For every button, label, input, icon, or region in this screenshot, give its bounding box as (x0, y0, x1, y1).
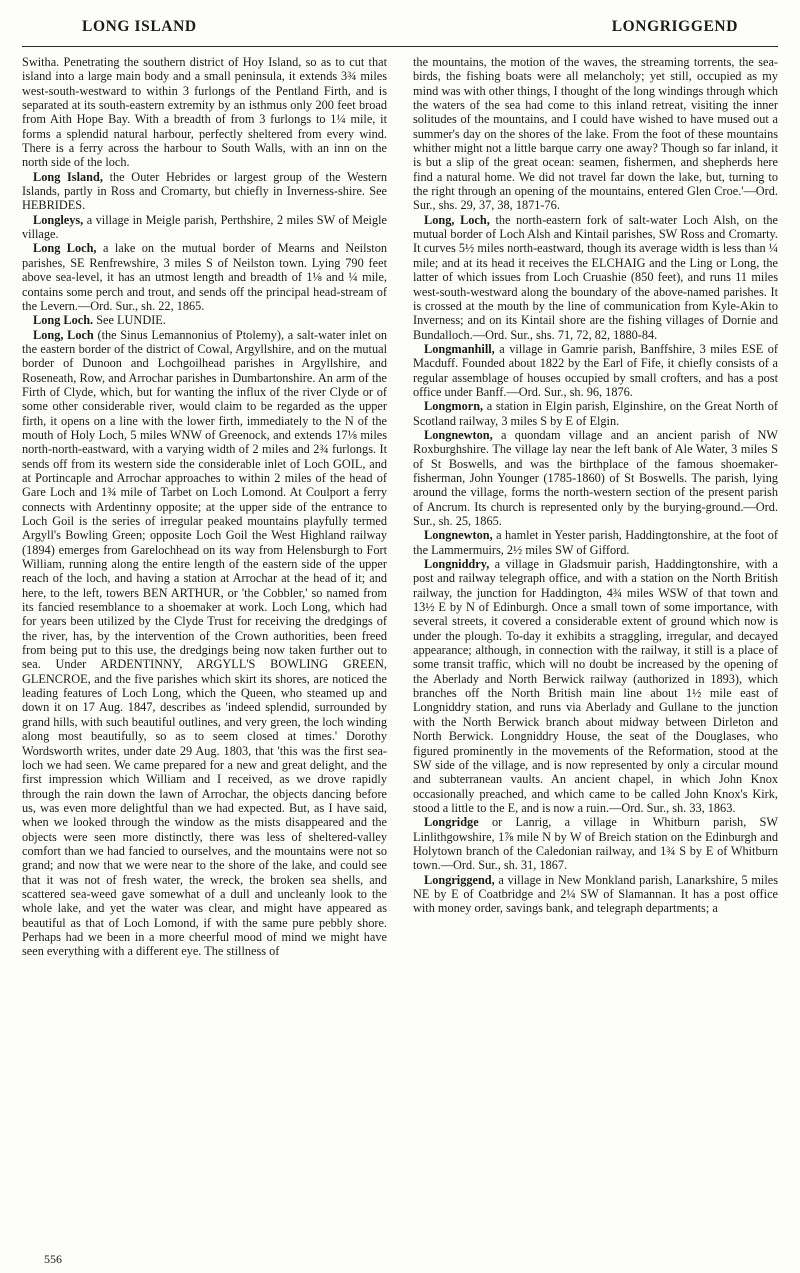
entry-paragraph (413, 557, 778, 815)
entry-headword: Longnewton, (424, 427, 493, 442)
entry-text: the north-eastern fork of salt-water Loch Alsh, on the mutual border of Loch Alsh and Kintail parishes, SW Ross and Cromarty. It curves 5½ miles north-eastward, though its average width is less than ¼ mile; and at its head it receives the ELCHAIG and the Ling or Long, the latter of which issues from Loch Cruashie (850 feet), and runs 11 miles west-south-westward along the boundary of the above-named parishes. It is crossed at the mouth by the line of communication from Kyle-Akin to Inverness; and on its Kintail shore are the fishing villages of Dornie and Bundalloch.—Ord. Sur., shs. 71, 72, 82, 1880-84. (413, 212, 778, 342)
entry-headword: Longmorn, (424, 399, 484, 414)
entry-headword: Longleys, (33, 212, 84, 227)
entry-headword: Long, Loch, (424, 212, 490, 227)
entry-text: (the Sinus Lemannonius of Ptolemy), a salt-water inlet on the eastern border of the district of Cowal, Argyllshire, and on the mutual border of Dunoon and Lochgoilhead parishes in Argyllshire, and Roseneath, Row, and Arrochar parishes in Dumbartonshire. An arm of the Firth of Clyde, which, but for wanting the influx of the river Clyde or of some other considerable river, would claim to be regarded as the upper firth, it opens on a line with the lower firth, immediately to the N of the mouth of Holy Loch, 5 miles WNW of Greenock, and extends 17⅛ miles north-north-eastward, with a varying width of 2 miles and 2¾ furlongs. It sends off from its western side the considerable inlet of Loch GOIL, and at Portincaple and Arrochar approaches to within 2 miles of the head of Gare Loch and 1¾ mile of Tarbet on Loch Lomond. At Coulport a ferry connects with Ardentinny opposite; at the upper side of the entrance to Loch Goil is the series of irregular peaked mountains playfully termed Argyll's Bowling Green; opposite Loch Goil the West Highland railway (1894) emerges from Garelochhead on its way from Helensburgh to Fort William, running along the entire length of the eastern side of the upper reach of the loch, and having a station at Arrochar at the head of it; and here, to the left, towers BEN ARTHUR, or 'the Cobbler,' so named from its fancied resemblance to a shoemaker at work. Loch Long, which had for years been utilized by the Clyde Trust for receiving the dredgings of the river, has, by the intervention of the Crown authorities, been freed from being put to this use, the dredgings being now taken further out to sea. Under ARDENTINNY, ARGYLL'S BOWLING GREEN, GLENCROE, and the five parishes which skirt its shores, are noticed the leading features of Loch Long, which the Queen, who steamed up and down it on 17 Aug. 1847, describes as 'indeed splendid, surrounded by grand hills, with such beautiful outlines, and very green, the loch winding along most beautifully, so as to seem closed at times.' Dorothy Wordsworth writes, under date 29 Aug. 1803, that 'this was the first sea-loch we had seen. We came prepared for a new and great delight, and the first impression which William and I received, as we drove rapidly through the rain down the lawn of Arrochar, the objects dancing before us, was even more delightful than we had expected. But, as I have said, when we looked through the window as the mists disappeared and the objects were seen more distinctly, there was less of sheltered-valley comfort than we had fancied to ourselves, and the mountains were not so grand; and now that we were near to the shore of the lake, and could see that it was not of fresh water, the wreck, the broken sea shells, and scattered sea-weed gave somewhat of a dull and uncleanly look to the whole lake, and yet the water was clear, and might have appeared as beautiful as that of Loch Lomond, if with the same pure pebbly shore. Perhaps had we been in a more cheerful mood of mind we might have seen everything with a different eye. The stillness of (22, 327, 387, 959)
entry-headword: Longmanhill, (424, 341, 495, 356)
entry-paragraph (413, 873, 778, 916)
entry-headword: Long Island, (33, 169, 103, 184)
page-folio: 556 (44, 1252, 62, 1266)
entry-headword: Longridge (424, 815, 479, 830)
entry-text: a village in New Monkland parish, Lanarkshire, 5 miles NE by E of Coatbridge and 2¼ SW of Slamannan. It has a post office with money order, savings bank, and telegraph departments; a (413, 872, 778, 916)
entry-headword: Longniddry, (424, 557, 490, 572)
running-head-left: LONG ISLAND (82, 18, 197, 35)
entry-text: the mountains, the motion of the waves, the streaming torrents, the sea-birds, the fishing boats were all melancholy; yet still, occupied as my mind was with other things, I thought of the long windings through which the waters of the sea had come to this inland retreat, visiting the inner solitudes of the mountains, and I could have wished to have mused out a summer's day on the shores of the lake. From the foot of these mountains whither might not a little barque carry one away? Though so far inland, it is but a slip of the great ocean: seamen, fishermen, and shepherds here find a natural home. We did not travel far down the lake, but, turning to the right through an opening of the mountains, entered Glen Croe.'—Ord. Sur., shs. 29, 37, 38, 1871-76. (413, 55, 778, 213)
entry-headword: Longnewton, (424, 528, 493, 543)
entry-text: See LUNDIE. (93, 313, 166, 328)
entry-text: a quondam village and an ancient parish of NW Roxburghshire. The village lay near the left bank of Ale Water, 3 miles S of St Boswells, and was the birthplace of the famous shoemaker-fisherman, John Younger (1785-1860) of St Boswells. The parish, lying around the village, forms the north-western section of the present parish of Ancrum. Its church is represented only by the burying-ground.—Ord. Sur., sh. 25, 1865. (413, 427, 778, 528)
entry-paragraph (413, 213, 778, 342)
columns-container (22, 55, 778, 1225)
entry-paragraph (413, 399, 778, 428)
entry-paragraph (22, 241, 387, 313)
header-rule (22, 46, 778, 47)
entry-paragraph (22, 170, 387, 213)
entry-text: a village in Gladsmuir parish, Haddingtonshire, with a post and railway telegraph office, and with a station on the North British railway, the junction for Haddington, 4¾ miles WSW of that town and 13½ E by N of Edinburgh. Once a small town of some importance, with several streets, it covered a considerable extent of ground which now is under the plough. To-day it exhibits a straggling, irregular, and decayed appearance; although, in connection with the railway, it still is a place of some transit traffic, which will no doubt be increased by the opening of the Aberlady and North Berwick railway (authorized in 1893), which branches off the North British main line about 1½ mile east of Longniddry station, and runs via Aberlady and Gullane to the junction with the North Berwick branch about midway between Dirleton and North Berwick. Longniddry House, the seat of the Douglases, who figured prominently in the movements of the Reformation, stood at the SW side of the village, and is now represented by only a circular mound and subterranean vaults. An ancient chapel, in which John Knox occasionally preached, and which came to be called John Knox's Kirk, stood a little to the E, and is now a ruin.—Ord. Sur., sh. 33, 1863. (413, 557, 778, 815)
entry-text: a station in Elgin parish, Elginshire, on the Great North of Scotland railway, 3 miles S by E of Elgin. (413, 399, 778, 428)
entry-paragraph (413, 55, 778, 213)
entry-paragraph (22, 55, 387, 170)
entry-headword: Long Loch. (33, 313, 94, 328)
entry-text: Switha. Penetrating the southern district of Hoy Island, so as to cut that island into a large main body and a small peninsula, it extends 3¾ miles west-south-westward to within 3 furlongs of the Pentland Firth, and is separated at its south-eastern extremity by an isthmus only 200 feet broad from Aith Hope Bay. With a breadth of from 3 furlongs to 1¼ mile, it forms a splendid natural harbour, perfectly sheltered from every wind. There is a ferry across the harbour to South Walls, with an inn on the north side of the loch. (22, 55, 387, 170)
entry-paragraph (22, 313, 387, 327)
running-head (22, 18, 778, 36)
entry-paragraph (22, 328, 387, 959)
entry-text: or Lanrig, a village in Whitburn parish, SW Linlithgowshire, 1⅞ mile N by W of Breich station on the Edinburgh and Holytown branch of the Caledonian railway, and 1¾ S by E of Whitburn town.—Ord. Sur., sh. 31, 1867. (413, 815, 778, 873)
left-column (22, 55, 387, 1225)
entry-text: a village in Gamrie parish, Banffshire, 3 miles ESE of Macduff. Founded about 1822 by the Earl of Fife, it chiefly consists of a regular assemblage of houses occupied by small crofters, and has a post office under Banff.—Ord. Sur., sh. 96, 1876. (413, 341, 778, 399)
entry-headword: Long, Loch (33, 327, 94, 342)
entry-headword: Long Loch, (33, 241, 97, 256)
entry-text: a hamlet in Yester parish, Haddingtonshire, at the foot of the Lammermuirs, 2½ miles SW of Gifford. (413, 528, 778, 557)
entry-headword: Longriggend, (424, 872, 495, 887)
entry-paragraph (413, 815, 778, 872)
entry-paragraph (413, 528, 778, 557)
running-head-right: LONGRIGGEND (611, 18, 738, 35)
entry-paragraph (22, 213, 387, 242)
entry-paragraph (413, 428, 778, 528)
entry-text: the Outer Hebrides or largest group of the Western Islands, partly in Ross and Cromarty, but chiefly in Inverness-shire. See HEBRIDES. (22, 169, 387, 213)
right-column (413, 55, 778, 1225)
entry-text: a village in Meigle parish, Perthshire, 2 miles SW of Meigle village. (22, 212, 387, 242)
entry-paragraph (413, 342, 778, 399)
entry-text: a lake on the mutual border of Mearns and Neilston parishes, SE Renfrewshire, 3 miles S of Neilston town. Lying 790 feet above sea-level, it has an utmost length and breadth of 1⅛ and ¼ mile, contains some perch and trout, and sends off the principal head-stream of the Levern.—Ord. Sur., sh. 22, 1865. (22, 241, 388, 313)
